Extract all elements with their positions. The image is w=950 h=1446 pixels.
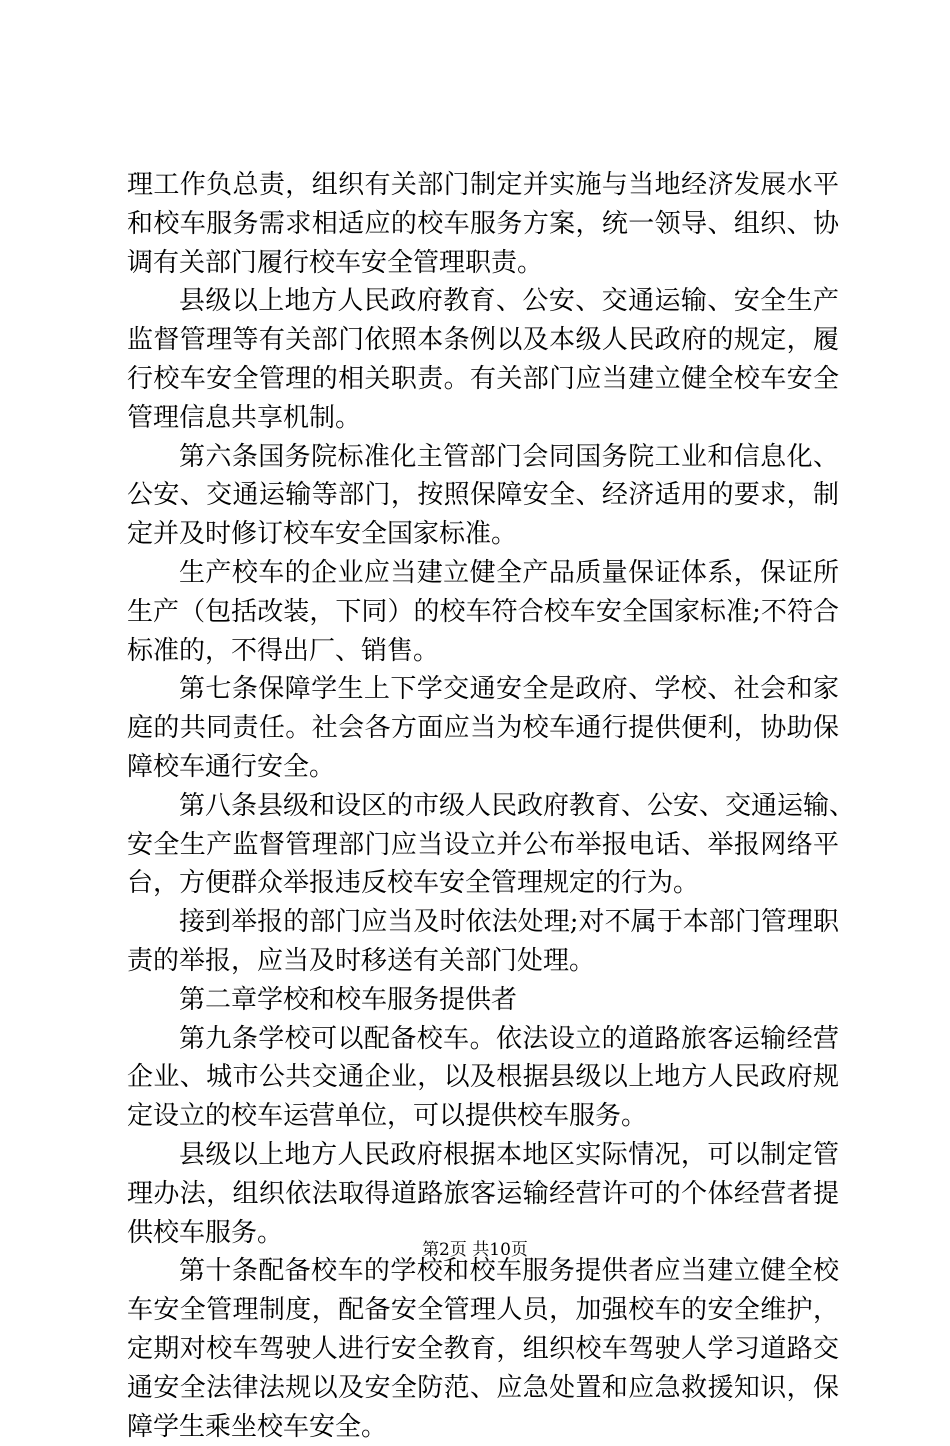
text-line: 责的举报，应当及时移送有关部门处理。 [127,942,839,981]
text-line: 县级以上地方人民政府根据本地区实际情况，可以制定管 [127,1136,839,1175]
page-footer: 第2页 共10页 [0,1238,950,1262]
text-line: 监督管理等有关部门依照本条例以及本级人民政府的规定，履 [127,321,839,360]
text-line: 和校车服务需求相适应的校车服务方案，统一领导、组织、协 [127,205,839,244]
text-line: 障学生乘坐校车安全。 [127,1408,839,1446]
text-line: 庭的共同责任。社会各方面应当为校车通行提供便利，协助保 [127,709,839,748]
text-line: 定并及时修订校车安全国家标准。 [127,515,839,554]
text-line: 调有关部门履行校车安全管理职责。 [127,244,839,283]
text-line: 第九条学校可以配备校车。依法设立的道路旅客运输经营 [127,1020,839,1059]
text-line: 台，方便群众举报违反校车安全管理规定的行为。 [127,864,839,903]
text-line: 理办法，组织依法取得道路旅客运输经营许可的个体经营者提 [127,1175,839,1214]
text-line: 第七条保障学生上下学交通安全是政府、学校、社会和家 [127,670,839,709]
text-line: 生产（包括改装，下同）的校车符合校车安全国家标准;不符合 [127,593,839,632]
text-line: 行校车安全管理的相关职责。有关部门应当建立健全校车安全 [127,360,839,399]
text-line: 第八条县级和设区的市级人民政府教育、公安、交通运输、 [127,787,839,826]
text-line: 定期对校车驾驶人进行安全教育，组织校车驾驶人学习道路交 [127,1330,839,1369]
text-line: 第二章学校和校车服务提供者 [127,981,839,1020]
text-line: 安全生产监督管理部门应当设立并公布举报电话、举报网络平 [127,826,839,865]
text-line: 供校车服务。 [127,1214,839,1253]
text-line: 生产校车的企业应当建立健全产品质量保证体系，保证所 [127,554,839,593]
text-line: 公安、交通运输等部门，按照保障安全、经济适用的要求，制 [127,476,839,515]
text-line: 标准的，不得出厂、销售。 [127,632,839,671]
text-line: 理工作负总责，组织有关部门制定并实施与当地经济发展水平 [127,166,839,205]
text-line: 定设立的校车运营单位，可以提供校车服务。 [127,1097,839,1136]
text-line: 管理信息共享机制。 [127,399,839,438]
text-line: 县级以上地方人民政府教育、公安、交通运输、安全生产 [127,282,839,321]
text-line: 通安全法律法规以及安全防范、应急处置和应急救援知识，保 [127,1369,839,1408]
text-line: 车安全管理制度，配备安全管理人员，加强校车的安全维护， [127,1291,839,1330]
text-line: 第十条配备校车的学校和校车服务提供者应当建立健全校 [127,1252,839,1291]
text-line: 企业、城市公共交通企业，以及根据县级以上地方人民政府规 [127,1058,839,1097]
text-line: 第六条国务院标准化主管部门会同国务院工业和信息化、 [127,438,839,477]
text-line: 障校车通行安全。 [127,748,839,787]
text-line: 接到举报的部门应当及时依法处理;对不属于本部门管理职 [127,903,839,942]
